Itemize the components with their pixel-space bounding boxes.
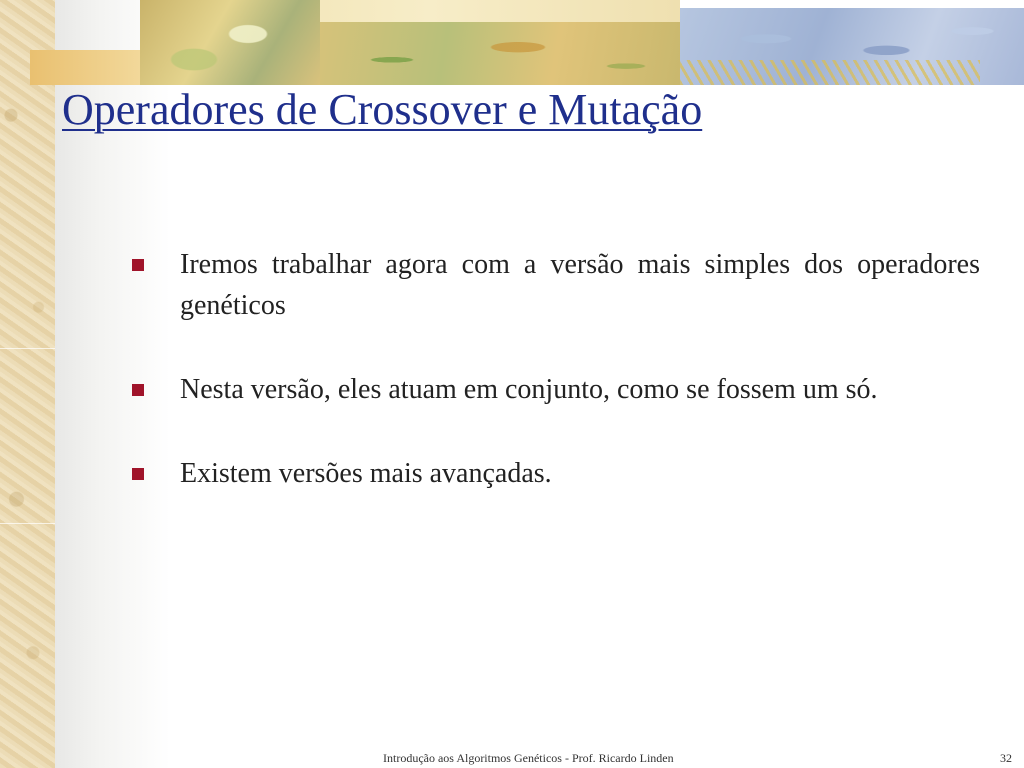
bullet-item bbox=[130, 453, 980, 494]
decorative-leaf-image bbox=[140, 0, 320, 85]
slide-title: Operadores de Crossover e Mutação bbox=[62, 85, 703, 134]
bullet-item bbox=[130, 369, 980, 410]
bullet-item bbox=[130, 244, 980, 326]
square-bullet-icon bbox=[132, 384, 144, 396]
square-bullet-icon bbox=[132, 468, 144, 480]
page-number: 32 bbox=[1000, 751, 1012, 765]
decorative-grass-image bbox=[680, 60, 980, 85]
slide-footer: Introdução aos Algoritmos Genéticos - Prof. Ricardo Linden bbox=[383, 751, 674, 765]
square-bullet-icon bbox=[132, 259, 144, 271]
bullet-text: Existem versões mais avançadas. bbox=[180, 458, 552, 489]
decorative-left-strip bbox=[0, 0, 55, 768]
decorative-banner-piece bbox=[30, 50, 140, 85]
bullet-text: Nesta versão, eles atuam em conjunto, como se fossem um só. bbox=[180, 374, 878, 405]
bullet-text: Iremos trabalhar agora com a versão mais simples dos operadores genéticos bbox=[180, 249, 980, 321]
decorative-leaf-image bbox=[320, 22, 680, 85]
bullet-list bbox=[130, 244, 980, 537]
